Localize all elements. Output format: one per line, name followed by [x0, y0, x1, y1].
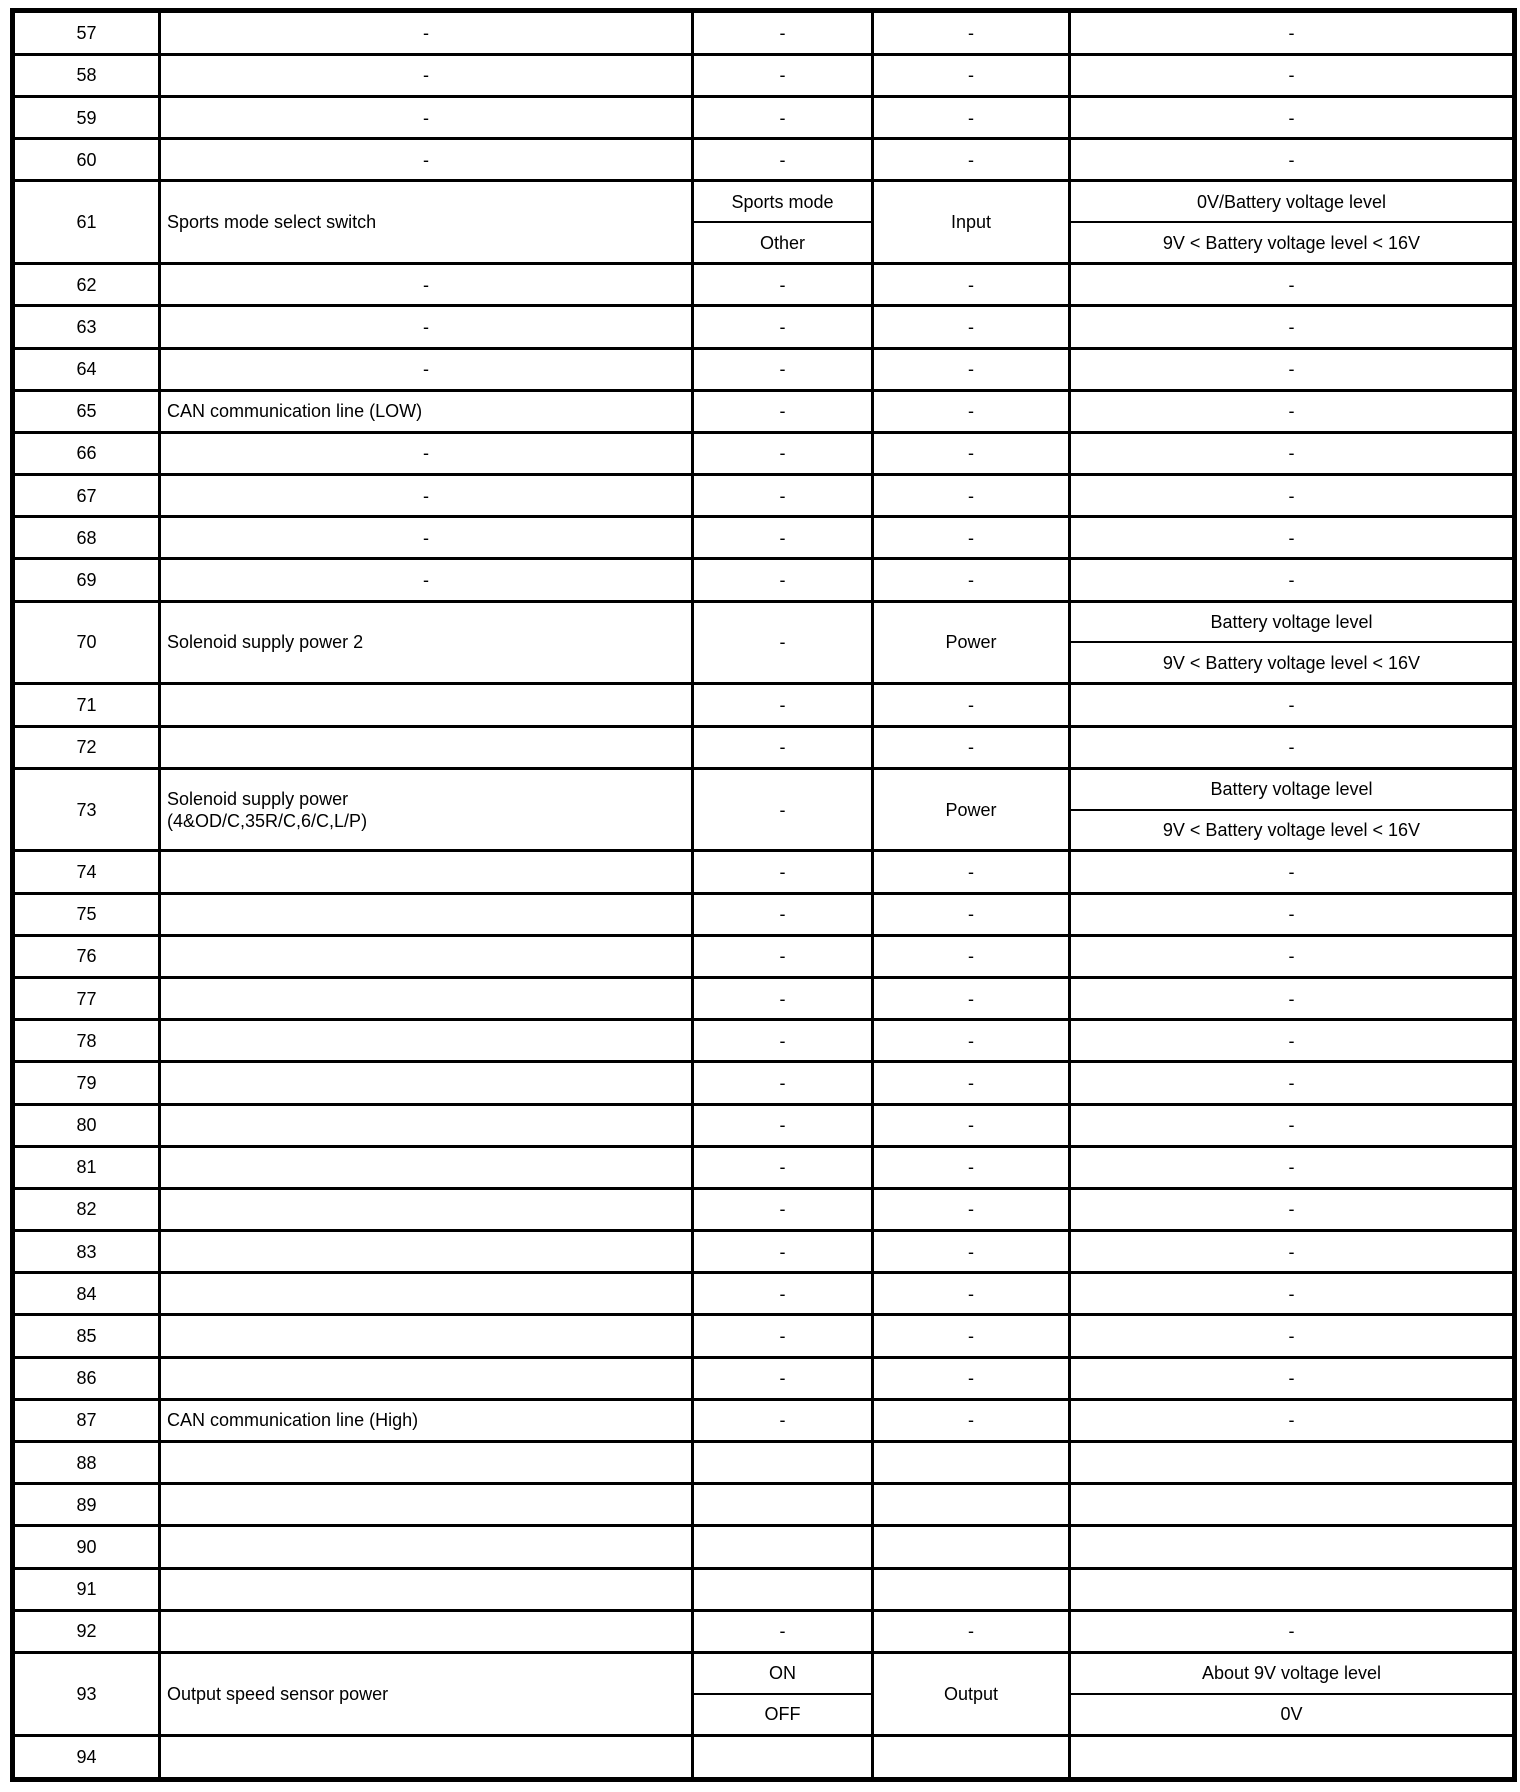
table-row: [13, 684, 1515, 726]
description-cell: [160, 1568, 693, 1610]
voltage-cell: -: [1070, 1020, 1515, 1062]
condition-cell: [693, 1735, 873, 1779]
description-cell: [160, 1610, 693, 1652]
condition-cell: Sports mode: [693, 181, 873, 222]
description-cell: CAN communication line (LOW): [160, 390, 693, 432]
condition-cell: -: [693, 54, 873, 96]
table-row: [13, 935, 1515, 977]
voltage-cell: -: [1070, 1231, 1515, 1273]
condition-cell: -: [693, 1104, 873, 1146]
table-row: [13, 1315, 1515, 1357]
condition-cell: -: [693, 1610, 873, 1652]
table-row: [13, 1188, 1515, 1230]
description-cell: [160, 1484, 693, 1526]
description-cell: [160, 1231, 693, 1273]
voltage-cell: 9V < Battery voltage level < 16V: [1070, 222, 1515, 263]
condition-cell: -: [693, 1146, 873, 1188]
description-cell: [160, 1315, 693, 1357]
io-cell: -: [873, 559, 1070, 601]
description-cell: -: [160, 264, 693, 306]
table-row: [13, 306, 1515, 348]
io-cell: -: [873, 390, 1070, 432]
pin-cell: 84: [13, 1273, 160, 1315]
description-cell: -: [160, 306, 693, 348]
io-cell: -: [873, 475, 1070, 517]
condition-cell: -: [693, 977, 873, 1019]
io-cell: -: [873, 935, 1070, 977]
table-row: [13, 348, 1515, 390]
table-row: [13, 1273, 1515, 1315]
description-cell: [160, 1442, 693, 1484]
io-cell: Power: [873, 601, 1070, 684]
voltage-cell: -: [1070, 1062, 1515, 1104]
pin-cell: 71: [13, 684, 160, 726]
description-cell: -: [160, 97, 693, 139]
io-cell: -: [873, 1231, 1070, 1273]
pin-cell: 89: [13, 1484, 160, 1526]
pin-cell: 61: [13, 181, 160, 264]
pin-cell: 57: [13, 11, 160, 55]
condition-cell: -: [693, 432, 873, 474]
voltage-cell: -: [1070, 1399, 1515, 1441]
table-row: [13, 1735, 1515, 1779]
io-cell: -: [873, 726, 1070, 768]
voltage-cell: -: [1070, 893, 1515, 935]
description-cell: [160, 851, 693, 893]
pin-cell: 86: [13, 1357, 160, 1399]
description-cell: [160, 893, 693, 935]
condition-cell: -: [693, 1273, 873, 1315]
io-cell: -: [873, 1146, 1070, 1188]
condition-cell: -: [693, 1188, 873, 1230]
pin-cell: 58: [13, 54, 160, 96]
pin-cell: 77: [13, 977, 160, 1019]
table-row: [13, 1104, 1515, 1146]
pin-assignment-table: [10, 8, 1517, 1782]
voltage-cell: -: [1070, 1188, 1515, 1230]
io-cell: -: [873, 517, 1070, 559]
table-row: [13, 1526, 1515, 1568]
description-cell: -: [160, 432, 693, 474]
description-cell: -: [160, 475, 693, 517]
description-cell: [160, 1526, 693, 1568]
voltage-cell: About 9V voltage level: [1070, 1652, 1515, 1693]
pin-cell: 69: [13, 559, 160, 601]
condition-cell: -: [693, 726, 873, 768]
voltage-cell: -: [1070, 139, 1515, 181]
voltage-cell: -: [1070, 97, 1515, 139]
voltage-cell: -: [1070, 11, 1515, 55]
table-row: [13, 893, 1515, 935]
description-line: (4&OD/C,35R/C,6/C,L/P): [167, 810, 368, 831]
condition-cell: Other: [693, 222, 873, 263]
table-row: [13, 1231, 1515, 1273]
condition-cell: -: [693, 264, 873, 306]
io-cell: Power: [873, 768, 1070, 851]
pin-cell: 62: [13, 264, 160, 306]
voltage-cell: Battery voltage level: [1070, 768, 1515, 809]
condition-cell: [693, 1526, 873, 1568]
voltage-cell: -: [1070, 390, 1515, 432]
table-row: [13, 264, 1515, 306]
table-row: [13, 977, 1515, 1019]
voltage-cell: -: [1070, 432, 1515, 474]
table-row: [13, 139, 1515, 181]
table-row: [13, 559, 1515, 601]
table-row: [13, 768, 1515, 809]
table-row: [13, 54, 1515, 96]
voltage-cell: -: [1070, 1146, 1515, 1188]
table-row: [13, 432, 1515, 474]
io-cell: -: [873, 851, 1070, 893]
table-row: [13, 1020, 1515, 1062]
io-cell: [873, 1735, 1070, 1779]
condition-cell: [693, 1484, 873, 1526]
pin-cell: 65: [13, 390, 160, 432]
table-row: [13, 181, 1515, 222]
voltage-cell: 0V: [1070, 1694, 1515, 1735]
voltage-cell: [1070, 1526, 1515, 1568]
pin-cell: 63: [13, 306, 160, 348]
condition-cell: -: [693, 1020, 873, 1062]
description-cell: [160, 768, 693, 851]
pin-cell: 76: [13, 935, 160, 977]
voltage-cell: [1070, 1568, 1515, 1610]
pin-cell: 74: [13, 851, 160, 893]
description-cell: -: [160, 348, 693, 390]
table-row: [13, 601, 1515, 642]
voltage-cell: -: [1070, 1104, 1515, 1146]
io-cell: [873, 1526, 1070, 1568]
pin-cell: 72: [13, 726, 160, 768]
description-cell: CAN communication line (High): [160, 1399, 693, 1441]
pin-cell: 83: [13, 1231, 160, 1273]
condition-cell: -: [693, 1315, 873, 1357]
io-cell: -: [873, 1315, 1070, 1357]
io-cell: -: [873, 1399, 1070, 1441]
condition-cell: -: [693, 1231, 873, 1273]
io-cell: -: [873, 306, 1070, 348]
description-cell: [160, 977, 693, 1019]
description-cell: [160, 1273, 693, 1315]
io-cell: -: [873, 1273, 1070, 1315]
description-cell: [160, 935, 693, 977]
io-cell: -: [873, 1104, 1070, 1146]
table-row: [13, 1399, 1515, 1441]
pin-cell: 68: [13, 517, 160, 559]
pin-cell: 66: [13, 432, 160, 474]
pin-cell: 59: [13, 97, 160, 139]
pin-cell: 79: [13, 1062, 160, 1104]
table-row: [13, 1484, 1515, 1526]
table-row: [13, 475, 1515, 517]
pin-cell: 88: [13, 1442, 160, 1484]
description-cell: [160, 1062, 693, 1104]
io-cell: -: [873, 1188, 1070, 1230]
condition-cell: -: [693, 601, 873, 684]
condition-cell: -: [693, 348, 873, 390]
pin-cell: 87: [13, 1399, 160, 1441]
pin-cell: 78: [13, 1020, 160, 1062]
description-cell: -: [160, 559, 693, 601]
condition-cell: -: [693, 97, 873, 139]
io-cell: [873, 1484, 1070, 1526]
pin-cell: 92: [13, 1610, 160, 1652]
voltage-cell: Battery voltage level: [1070, 601, 1515, 642]
io-cell: -: [873, 97, 1070, 139]
voltage-cell: [1070, 1442, 1515, 1484]
io-cell: [873, 1442, 1070, 1484]
voltage-cell: -: [1070, 851, 1515, 893]
table-row: [13, 390, 1515, 432]
description-cell: [160, 1735, 693, 1779]
pin-cell: 90: [13, 1526, 160, 1568]
condition-cell: -: [693, 768, 873, 851]
table-row: [13, 1357, 1515, 1399]
table-row: [13, 1062, 1515, 1104]
condition-cell: -: [693, 851, 873, 893]
voltage-cell: -: [1070, 306, 1515, 348]
condition-cell: -: [693, 559, 873, 601]
pin-cell: 93: [13, 1652, 160, 1735]
io-cell: -: [873, 139, 1070, 181]
description-cell: Sports mode select switch: [160, 181, 693, 264]
description-cell: [160, 1357, 693, 1399]
pin-cell: 73: [13, 768, 160, 851]
condition-cell: [693, 1442, 873, 1484]
io-cell: -: [873, 1062, 1070, 1104]
condition-cell: -: [693, 1062, 873, 1104]
io-cell: Input: [873, 181, 1070, 264]
description-cell: [160, 1146, 693, 1188]
description-cell: -: [160, 139, 693, 181]
pin-cell: 75: [13, 893, 160, 935]
voltage-cell: 0V/Battery voltage level: [1070, 181, 1515, 222]
io-cell: -: [873, 977, 1070, 1019]
pin-cell: 91: [13, 1568, 160, 1610]
table-row: [13, 1442, 1515, 1484]
condition-cell: -: [693, 11, 873, 55]
io-cell: -: [873, 893, 1070, 935]
pin-cell: 85: [13, 1315, 160, 1357]
pin-cell: 80: [13, 1104, 160, 1146]
io-cell: -: [873, 1020, 1070, 1062]
voltage-cell: -: [1070, 1610, 1515, 1652]
voltage-cell: -: [1070, 264, 1515, 306]
table-row: [13, 1146, 1515, 1188]
voltage-cell: -: [1070, 475, 1515, 517]
table-row: [13, 1652, 1515, 1693]
condition-cell: OFF: [693, 1694, 873, 1735]
condition-cell: -: [693, 517, 873, 559]
voltage-cell: 9V < Battery voltage level < 16V: [1070, 642, 1515, 683]
io-cell: -: [873, 348, 1070, 390]
description-cell: [160, 726, 693, 768]
condition-cell: -: [693, 893, 873, 935]
condition-cell: -: [693, 475, 873, 517]
condition-cell: -: [693, 306, 873, 348]
description-cell: -: [160, 517, 693, 559]
table-row: [13, 97, 1515, 139]
description-cell: [160, 684, 693, 726]
io-cell: Output: [873, 1652, 1070, 1735]
condition-cell: -: [693, 1357, 873, 1399]
voltage-cell: -: [1070, 1273, 1515, 1315]
table-row: [13, 726, 1515, 768]
io-cell: -: [873, 1357, 1070, 1399]
description-cell: -: [160, 11, 693, 55]
voltage-cell: -: [1070, 1357, 1515, 1399]
voltage-cell: [1070, 1484, 1515, 1526]
voltage-cell: -: [1070, 1315, 1515, 1357]
condition-cell: -: [693, 1399, 873, 1441]
io-cell: -: [873, 684, 1070, 726]
condition-cell: -: [693, 139, 873, 181]
pin-cell: 67: [13, 475, 160, 517]
io-cell: -: [873, 1610, 1070, 1652]
voltage-cell: -: [1070, 977, 1515, 1019]
table-row: [13, 517, 1515, 559]
pin-cell: 94: [13, 1735, 160, 1779]
table-row: [13, 1568, 1515, 1610]
io-cell: [873, 1568, 1070, 1610]
pin-cell: 70: [13, 601, 160, 684]
description-cell: -: [160, 54, 693, 96]
pin-cell: 81: [13, 1146, 160, 1188]
table-row: [13, 1610, 1515, 1652]
voltage-cell: -: [1070, 348, 1515, 390]
description-cell: [160, 1188, 693, 1230]
description-cell: [160, 1020, 693, 1062]
condition-cell: -: [693, 684, 873, 726]
voltage-cell: -: [1070, 54, 1515, 96]
pin-cell: 64: [13, 348, 160, 390]
description-line: Solenoid supply power: [167, 788, 349, 809]
voltage-cell: -: [1070, 935, 1515, 977]
voltage-cell: 9V < Battery voltage level < 16V: [1070, 810, 1515, 851]
condition-cell: [693, 1568, 873, 1610]
condition-cell: -: [693, 390, 873, 432]
table-row: [13, 11, 1515, 55]
voltage-cell: -: [1070, 559, 1515, 601]
io-cell: -: [873, 54, 1070, 96]
io-cell: -: [873, 264, 1070, 306]
description-cell: Output speed sensor power: [160, 1652, 693, 1735]
voltage-cell: -: [1070, 726, 1515, 768]
description-cell: Solenoid supply power 2: [160, 601, 693, 684]
voltage-cell: [1070, 1735, 1515, 1779]
io-cell: -: [873, 11, 1070, 55]
pin-cell: 82: [13, 1188, 160, 1230]
condition-cell: -: [693, 935, 873, 977]
condition-cell: ON: [693, 1652, 873, 1693]
voltage-cell: -: [1070, 684, 1515, 726]
pin-cell: 60: [13, 139, 160, 181]
table-row: [13, 851, 1515, 893]
io-cell: -: [873, 432, 1070, 474]
voltage-cell: -: [1070, 517, 1515, 559]
description-cell: [160, 1104, 693, 1146]
